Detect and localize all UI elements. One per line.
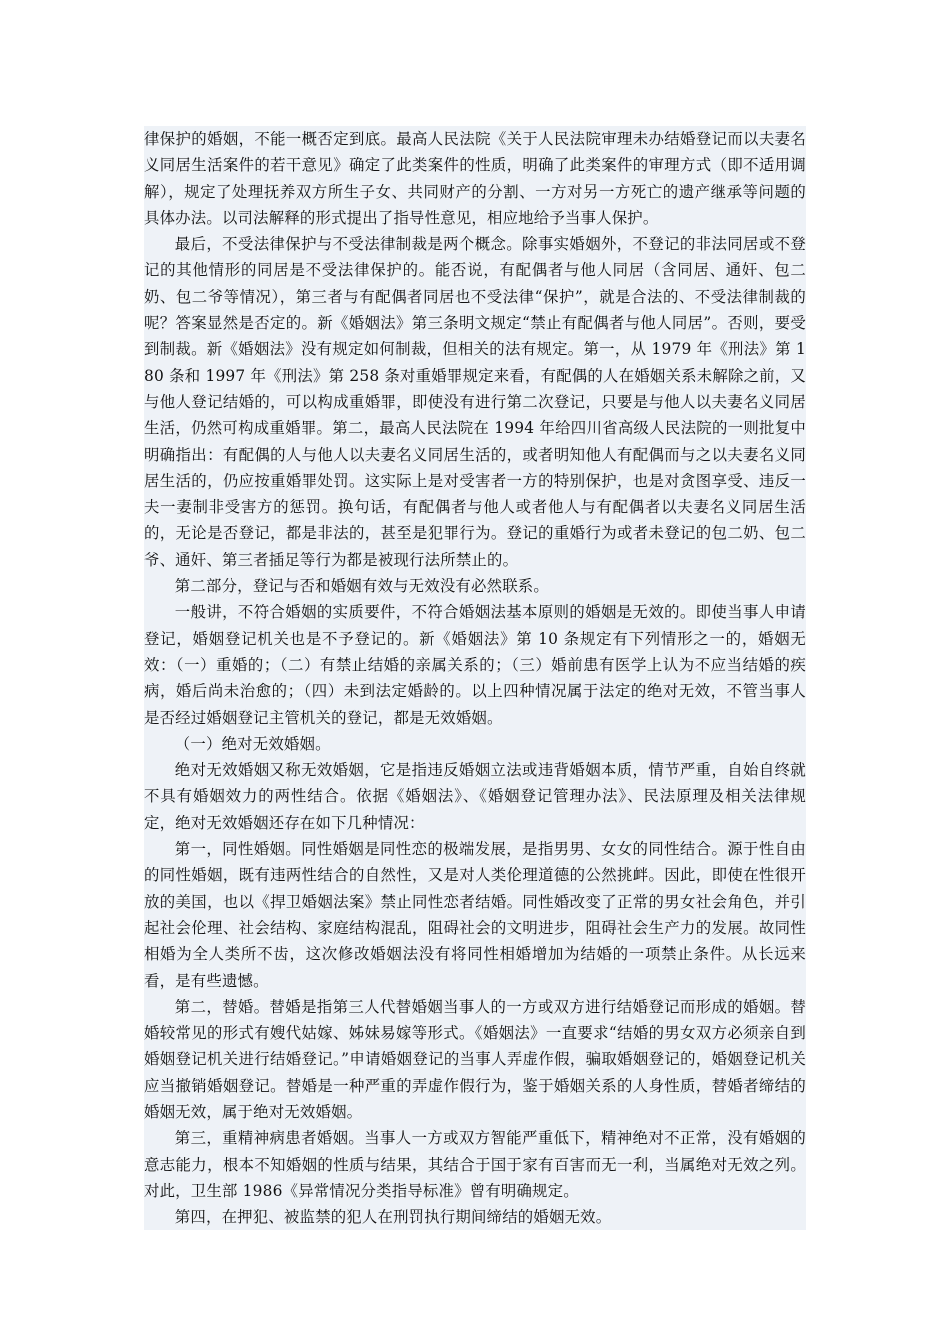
paragraph-same-sex-marriage: 第一，同性婚姻。同性婚姻是同性恋的极端发展，是指男男、女女的同性结合。源于性自由的同性婚姻，既有违两性结合的自然性，又是对人类伦理道德的公然挑衅。因此，即使在性很开放的美国，也以《捍卫婚姻法案》禁止同性恋者结婚。同性婚改变了正常的男女社会角色，并引起社会伦理、社会结构、家庭结构混乱，阻碍社会的文明进步，阻碍社会生产力的发展。故同性相婚为全人类所不齿，这次修改婚姻法没有将同性相婚增加为结婚的一项禁止条件。从长远来看，是有些遗憾。 xyxy=(144,840,806,990)
paragraph-mental-illness: 第三，重精神病患者婚姻。当事人一方或双方智能严重低下，精神绝对不正常，没有婚姻的意志能力，根本不知婚姻的性质与结果，其结合于国于家有百害而无一利，当属绝对无效之列。对此，卫生部 1986《异常情况分类指导标准》曾有明确规定。 xyxy=(144,1129,806,1200)
paragraph-absolute-definition: 绝对无效婚姻又称无效婚姻，它是指违反婚姻立法或违背婚姻本质，情节严重，自始自终就不具有婚姻效力的两性结合。依据《婚姻法》、《婚姻登记管理办法》、民法原理及相关法律规定，绝对无效婚姻还存在如下几种情况： xyxy=(144,761,806,832)
paragraph-proxy-marriage: 第二，替婚。替婚是指第三人代替婚姻当事人的一方或双方进行结婚登记而形成的婚姻。替婚较常见的形式有嫂代姑嫁、姊妹易嫁等形式。《婚姻法》一直要求“结婚的男女双方必须亲自到婚姻登记机关进行结婚登记。”申请婚姻登记的当事人弄虚作假，骗取婚姻登记的，婚姻登记机关应当撤销婚姻登记。替婚是一种严重的弄虚作假行为，鉴于婚姻关系的人身性质，替婚者缔结的婚姻无效，属于绝对无效婚姻。 xyxy=(144,997,806,1121)
paragraph-continued-protection: 律保护的婚姻，不能一概否定到底。最高人民法院《关于人民法院审理未办结婚登记而以夫妻名义同居生活案件的若干意见》确定了此类案件的性质，明确了此类案件的审理方式（即不适用调解），规定了处理抚养双方所生子女、共同财产的分割、一方对另一方死亡的遗产继承等问题的具体办法。以司法解释的形式提出了指导性意见，相应地给予当事人保护。 xyxy=(144,130,806,227)
paragraph-finally-sanction: 最后，不受法律保护与不受法律制裁是两个概念。除事实婚姻外，不登记的非法同居或不登记的其他情形的同居是不受法律保护的。能否说，有配偶者与他人同居（含同居、通奸、包二奶、包二爷等情况），第三者与有配偶者同居也不受法律“保护”，就是合法的、不受法律制裁的呢？答案显然是否定的。新《婚姻法》第三条明文规定“禁止有配偶者与他人同居”。否则，要受到制裁。新《婚姻法》没有规定如何制裁，但相关的法有规定。第一，从 1979 年《刑法》第 180 条和 1997 年《刑法》第 258 条对重婚罪规定来看，有配偶的人在婚姻关系未解除之前，又与他人登记结婚的，可以构成重婚罪，即使没有进行第二次登记，只要是与他人以夫妻名义同居生活，仍然可构成重婚罪。第二，最高人民法院在 1994 年给四川省高级人民法院的一则批复中明确指出：有配偶的人与他人以夫妻名义同居生活的，或者明知他人有配偶而与之以夫妻名义同居生活的，仍应按重婚罪处罚。这实际上是对受害者一方的特别保护，也是对贪图享受、违反一夫一妻制非受害方的惩罚。换句话，有配偶者与他人或者他人与有配偶者以夫妻名义同居生活的，无论是否登记，都是非法的，甚至是犯罪行为。登记的重婚行为或者未登记的包二奶、包二爷、通奸、第三者插足等行为都是被现行法所禁止的。 xyxy=(144,235,806,569)
paragraph-prisoner-marriage: 第四，在押犯、被监禁的犯人在刑罚执行期间缔结的婚姻无效。 xyxy=(174,1208,612,1227)
subheading-absolute-invalid: （一）绝对无效婚姻。 xyxy=(174,734,331,753)
paragraph-general-invalidity: 一般讲，不符合婚姻的实质要件，不符合婚姻法基本原则的婚姻是无效的。即使当事人申请登记，婚姻登记机关也是不予登记的。新《婚姻法》第 10 条规定有下列情形之一的，婚姻无效：（一）重婚的；（二）有禁止结婚的亲属关系的；（三）婚前患有医学上认为不应当结婚的疾病，婚后尚未治愈的；（四）未到法定婚龄的。以上四种情况属于法定的绝对无效，不管当事人是否经过婚姻登记主管机关的登记，都是无效婚姻。 xyxy=(144,603,806,727)
article-body xyxy=(144,126,806,1230)
section-heading-part-two: 第二部分，登记与否和婚姻有效与无效没有必然联系。 xyxy=(174,577,549,596)
